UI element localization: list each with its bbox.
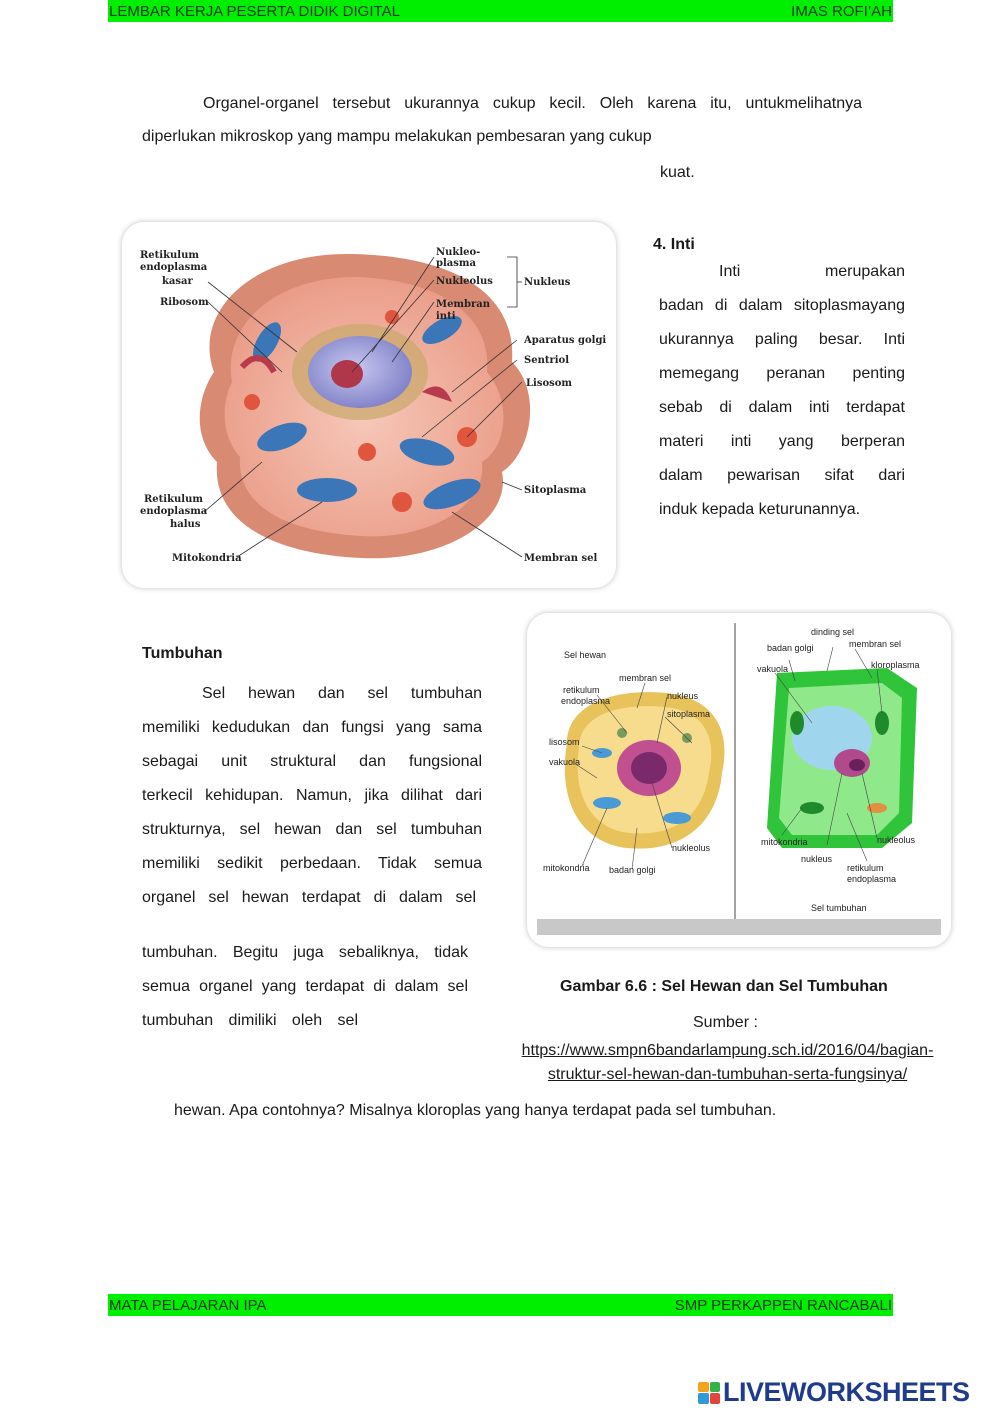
label-plant-re-2: endoplasma [847, 874, 897, 884]
header-bar [108, 0, 893, 22]
intro-line-3: kuat. [660, 164, 695, 181]
tumbuhan-heading: Tumbuhan [142, 645, 223, 662]
label-re-kasar-3: kasar [162, 276, 193, 287]
tumbuhan-line: sebagai unit struktural dan fungsional [142, 753, 482, 770]
label-plant-vakuola: vakuola [757, 664, 789, 674]
label-sel-tumbuhan: Sel tumbuhan [811, 903, 867, 913]
brand-name: LIVEWORKSHEETS [723, 1377, 970, 1407]
animal-plant-cell-figure [527, 613, 951, 947]
inti-line: memegang peranan penting [659, 365, 905, 382]
label-animal-nukleolus: nukleolus [672, 843, 711, 853]
label-sel-hewan: Sel hewan [564, 650, 607, 660]
intro-line-1: Organel-organel tersebut ukurannya cukup kecil. Oleh karena itu, untukmelihatnya [203, 95, 862, 112]
tumbuhan-paragraph [142, 677, 482, 915]
label-plant-mitokondria: mitokondria [761, 837, 808, 847]
header-right: IMAS ROFI’AH [791, 2, 892, 20]
label-animal-vakuola: vakuola [549, 757, 581, 767]
tumbuhan-line: strukturnya, sel hewan dan sel tumbuhan [142, 821, 482, 838]
label-membran-inti-1: Membran [436, 299, 491, 310]
inti-line: dalam pewarisan sifat dari [659, 467, 905, 484]
tumbuhan-line: terkecil kehidupan. Namun, jika dilihat dari [142, 787, 482, 804]
label-re-halus-2: endoplasma [140, 506, 208, 517]
figure-caption: Gambar 6.6 : Sel Hewan dan Sel Tumbuhan [560, 978, 888, 995]
inti-line: sebab di dalam inti terdapat [659, 399, 905, 416]
liveworksheets-brand [698, 1377, 970, 1408]
label-animal-mitokondria: mitokondria [543, 863, 590, 873]
header-left: LEMBAR KERJA PESERTA DIDIK DIGITAL [109, 2, 400, 20]
animal-cell-figure [122, 222, 616, 588]
inti-line: Inti merupakan [719, 263, 905, 280]
label-animal-badan-golgi: badan golgi [609, 865, 656, 875]
inti-heading: 4. Inti [653, 236, 695, 253]
label-ribosom: Ribosom [160, 297, 209, 308]
label-nukleoplasma-1: Nukleo- [436, 247, 481, 258]
footer-left: MATA PELAJARAN IPA [109, 1296, 267, 1314]
tumbuhan-paragraph-2 [142, 936, 468, 1038]
inti-line: induk kepada keturunannya. [659, 501, 861, 518]
label-animal-sitoplasma: sitoplasma [667, 709, 711, 719]
label-re-kasar-2: endoplasma [140, 262, 208, 273]
label-animal-nukleus: nukleus [667, 691, 699, 701]
liveworksheets-logo-icon [698, 1382, 720, 1404]
label-re-halus-1: Retikulum [144, 494, 203, 505]
label-plant-badan-golgi: badan golgi [767, 643, 814, 653]
label-plant-nukleolus: nukleolus [877, 835, 916, 845]
label-animal-lisosom: lisosom [549, 737, 580, 747]
label-nukleolus: Nukleolus [436, 276, 493, 287]
label-lisosom: Lisosom [526, 378, 573, 389]
label-plant-dinding-sel: dinding sel [811, 627, 855, 637]
footer-bar [108, 1294, 893, 1316]
tumbuhan-line: semua organel yang terdapat di dalam sel [142, 978, 468, 995]
tumbuhan-line: organel sel hewan terdapat di dalam sel [142, 889, 476, 906]
footer-right: SMP PERKAPPEN RANCABALI [674, 1296, 892, 1314]
tumbuhan-line: Sel hewan dan sel tumbuhan [202, 685, 482, 702]
label-animal-re-2: endoplasma [561, 696, 611, 706]
tumbuhan-line: tumbuhan dimiliki oleh sel [142, 1012, 358, 1029]
label-nukleus: Nukleus [524, 277, 571, 288]
label-sitoplasma: Sitoplasma [524, 485, 587, 496]
label-membran-sel: Membran sel [524, 553, 598, 564]
inti-paragraph [659, 255, 905, 527]
label-plant-kloroplasma: kloroplasma [871, 660, 920, 670]
label-re-halus-3: halus [170, 519, 201, 530]
label-nukleoplasma-2: plasma [436, 258, 476, 269]
source-link[interactable]: https://www.smpn6bandarlampung.sch.id/2016/04/bagian-struktur-sel-hewan-dan-tumbuhan-serta-fungsinya/ [521, 1042, 934, 1083]
tumbuhan-line: tumbuhan. Begitu juga sebaliknya, tidak [142, 944, 468, 961]
animal-cell-diagram [122, 222, 616, 588]
label-plant-re-1: retikulum [847, 863, 884, 873]
label-golgi: Aparatus golgi [524, 335, 607, 346]
label-mitokondria: Mitokondria [172, 553, 242, 564]
label-animal-re-1: retikulum [563, 685, 600, 695]
inti-line: ukurannya paling besar. Inti [659, 331, 905, 348]
animal-plant-cell-diagram [527, 613, 951, 947]
label-plant-nukleus: nukleus [801, 854, 833, 864]
tumbuhan-line: memiliki sedikit perbedaan. Tidak semua [142, 855, 482, 872]
tumbuhan-line: memiliki kedudukan dan fungsi yang sama [142, 719, 482, 736]
intro-line-2: diperlukan mikroskop yang mampu melakukan pembesaran yang cukup [142, 128, 652, 145]
closing-line: hewan. Apa contohnya? Misalnya kloroplas yang hanya terdapat pada sel tumbuhan. [174, 1102, 777, 1119]
inti-line: materi inti yang berperan [659, 433, 905, 450]
label-animal-membran-sel: membran sel [619, 673, 672, 683]
source-label: Sumber : [693, 1014, 758, 1031]
inti-line: badan di dalam sitoplasmayang [659, 297, 905, 314]
label-sentriol: Sentriol [524, 355, 570, 366]
label-plant-membran-sel: membran sel [849, 639, 902, 649]
label-re-kasar-1: Retikulum [140, 250, 199, 261]
label-membran-inti-2: inti [436, 311, 456, 322]
